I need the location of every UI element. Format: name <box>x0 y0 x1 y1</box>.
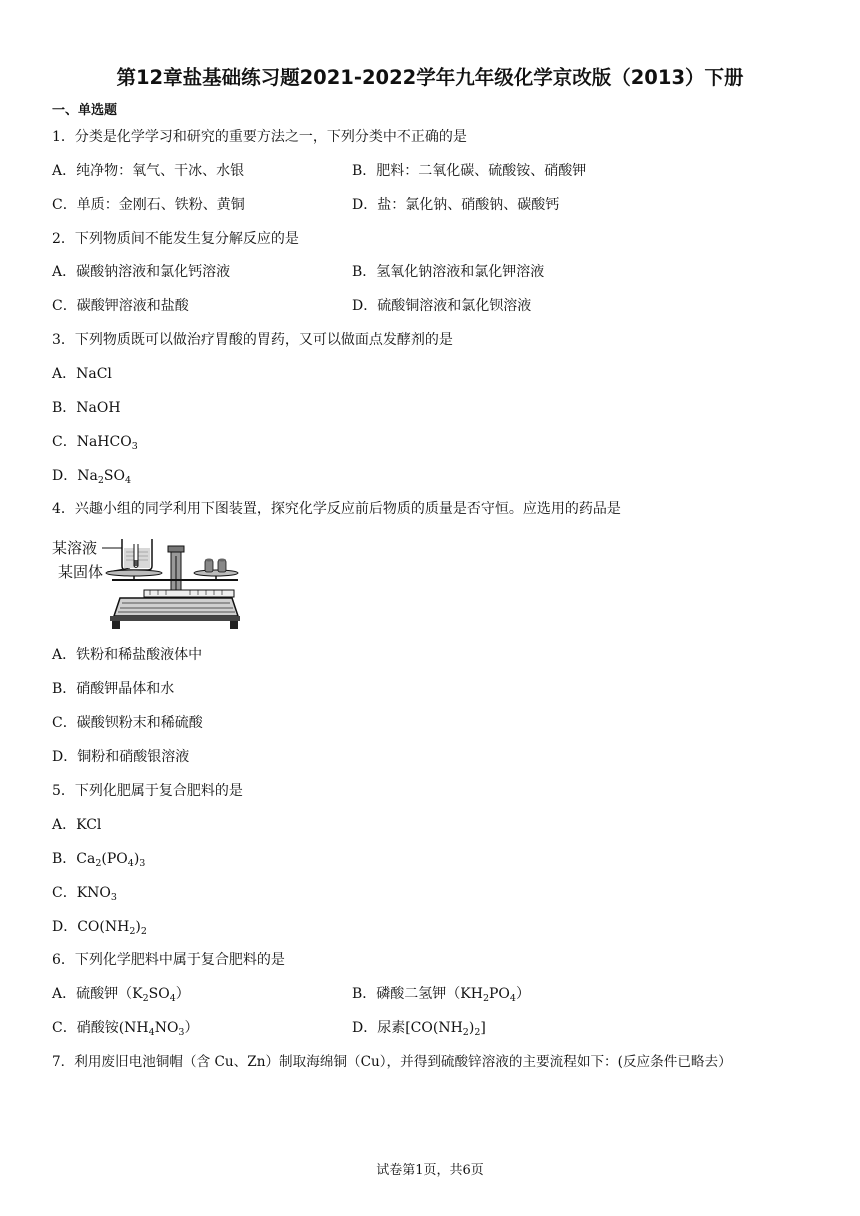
formula-subscript: 4 <box>148 1027 155 1038</box>
question-5-option-a: A．KCl <box>52 817 102 833</box>
formula-subscript: 2 <box>97 475 104 486</box>
formula-text: PO <box>489 986 510 1002</box>
formula-text: SO <box>103 468 125 484</box>
formula-text: D．CO(NH <box>52 919 130 935</box>
question-6-option-c <box>52 1019 198 1037</box>
question-6-stem: 6．下列化学肥料中属于复合肥料的是 <box>52 952 285 968</box>
formula-text: A．硫酸钾（K <box>52 986 143 1002</box>
question-7-stem: 7．利用废旧电池铜帽（含 Cu、Zn）制取海绵铜（Cu），并得到硫酸锌溶液的主要流程如下：(反应条件已略去） <box>52 1054 732 1070</box>
formula-subscript: 3 <box>131 441 138 452</box>
balance-apparatus-figure <box>50 536 240 634</box>
formula-subscript: 2 <box>129 926 136 937</box>
question-5-option-c <box>52 884 117 902</box>
left-pan <box>106 570 162 576</box>
question-4-option-b: B．硝酸钾晶体和水 <box>52 681 175 697</box>
question-4-option-a: A．铁粉和稀盐酸液体中 <box>52 647 203 663</box>
question-4-option-c: C．碳酸钡粉末和稀硫酸 <box>52 715 203 731</box>
balance-scale-bar <box>144 590 234 597</box>
formula-text: SO <box>148 986 170 1002</box>
question-2-option-c: C．碳酸钾溶液和盐酸 <box>52 298 189 314</box>
balance-post <box>168 546 184 594</box>
formula-subscript: 2 <box>95 858 102 869</box>
question-2-stem: 2．下列物质间不能发生复分解反应的是 <box>52 231 299 247</box>
question-1-stem: 1．分类是化学学习和研究的重要方法之一，下列分类中不正确的是 <box>52 129 467 145</box>
formula-subscript: 3 <box>139 858 146 869</box>
formula-text: C．硝酸铵(NH <box>52 1020 149 1036</box>
formula-text: ） <box>175 986 190 1002</box>
formula-text: D．尿素[CO(NH <box>352 1020 463 1036</box>
question-6-option-d <box>352 1019 486 1037</box>
formula-subscript: 2 <box>474 1027 481 1038</box>
section-heading: 一、单选题 <box>52 103 118 118</box>
formula-subscript: 2 <box>140 926 147 937</box>
question-5-option-d <box>52 918 147 936</box>
question-3-option-b: B．NaOH <box>52 400 121 416</box>
formula-text: ） <box>184 1020 199 1036</box>
question-4-option-d: D．铜粉和硝酸银溶液 <box>52 749 190 765</box>
formula-subscript: 4 <box>509 993 516 1004</box>
figure-label-solution: 某溶液 <box>52 539 98 557</box>
question-3-stem: 3．下列物质既可以做治疗胃酸的胃药，又可以做面点发酵剂的是 <box>52 332 453 348</box>
formula-text: C．KNO <box>52 885 111 901</box>
question-3-option-d <box>52 467 131 485</box>
formula-text: ) <box>468 1020 475 1036</box>
formula-subscript: 4 <box>169 993 176 1004</box>
right-pan <box>194 570 238 576</box>
question-1-option-a: A．纯净物：氧气、干冰、水银 <box>52 163 245 179</box>
formula-subscript: 3 <box>178 1027 185 1038</box>
question-6-option-a <box>52 985 190 1003</box>
formula-text: C．NaHCO <box>52 434 132 450</box>
formula-subscript: 4 <box>124 475 131 486</box>
figure-label-solid: 某固体 <box>58 563 104 581</box>
formula-subscript: 2 <box>482 993 490 1004</box>
formula-subscript: 2 <box>142 993 149 1004</box>
formula-text: ) <box>135 919 141 935</box>
formula-text: B．磷酸二氢钾（KH <box>352 986 483 1002</box>
formula-text: NO <box>154 1020 179 1036</box>
formula-subscript: 3 <box>110 892 117 903</box>
formula-text: ） <box>515 986 530 1002</box>
question-3-option-c <box>52 433 138 451</box>
formula-subscript: 2 <box>462 1027 469 1038</box>
formula-text: (PO <box>101 851 128 867</box>
question-5-stem: 5．下列化肥属于复合肥料的是 <box>52 783 243 799</box>
formula-text: D．Na <box>52 468 98 484</box>
question-2-option-a: A．碳酸钠溶液和氯化钙溶液 <box>52 264 231 280</box>
question-2-option-b: B．氢氧化钠溶液和氯化钾溶液 <box>352 264 545 280</box>
question-1-option-d: D．盐：氯化钠、硝酸钠、碳酸钙 <box>352 197 560 213</box>
question-3-option-a: A．NaCl <box>52 366 112 382</box>
question-6-option-b <box>352 985 530 1003</box>
balance-base <box>110 598 240 629</box>
formula-subscript: 4 <box>127 858 134 869</box>
question-1-option-b: B．肥料：二氧化碳、硫酸铵、硝酸钾 <box>352 163 587 179</box>
test-tube <box>134 544 138 568</box>
formula-text: ] <box>480 1020 486 1036</box>
formula-text: ) <box>133 851 140 867</box>
document-title: 第12章盐基础练习题2021-2022学年九年级化学京改版（2013）下册 <box>116 66 744 89</box>
question-2-option-d: D．硫酸铜溶液和氯化钡溶液 <box>352 298 532 314</box>
formula-text: B．Ca <box>52 851 96 867</box>
question-5-option-b <box>52 850 145 868</box>
question-4-stem: 4．兴趣小组的同学利用下图装置，探究化学反应前后物质的质量是否守恒。应选用的药品是 <box>52 501 621 517</box>
question-1-option-c: C．单质：金刚石、铁粉、黄铜 <box>52 197 245 213</box>
page-footer: 试卷第1页，共6页 <box>376 1163 484 1178</box>
